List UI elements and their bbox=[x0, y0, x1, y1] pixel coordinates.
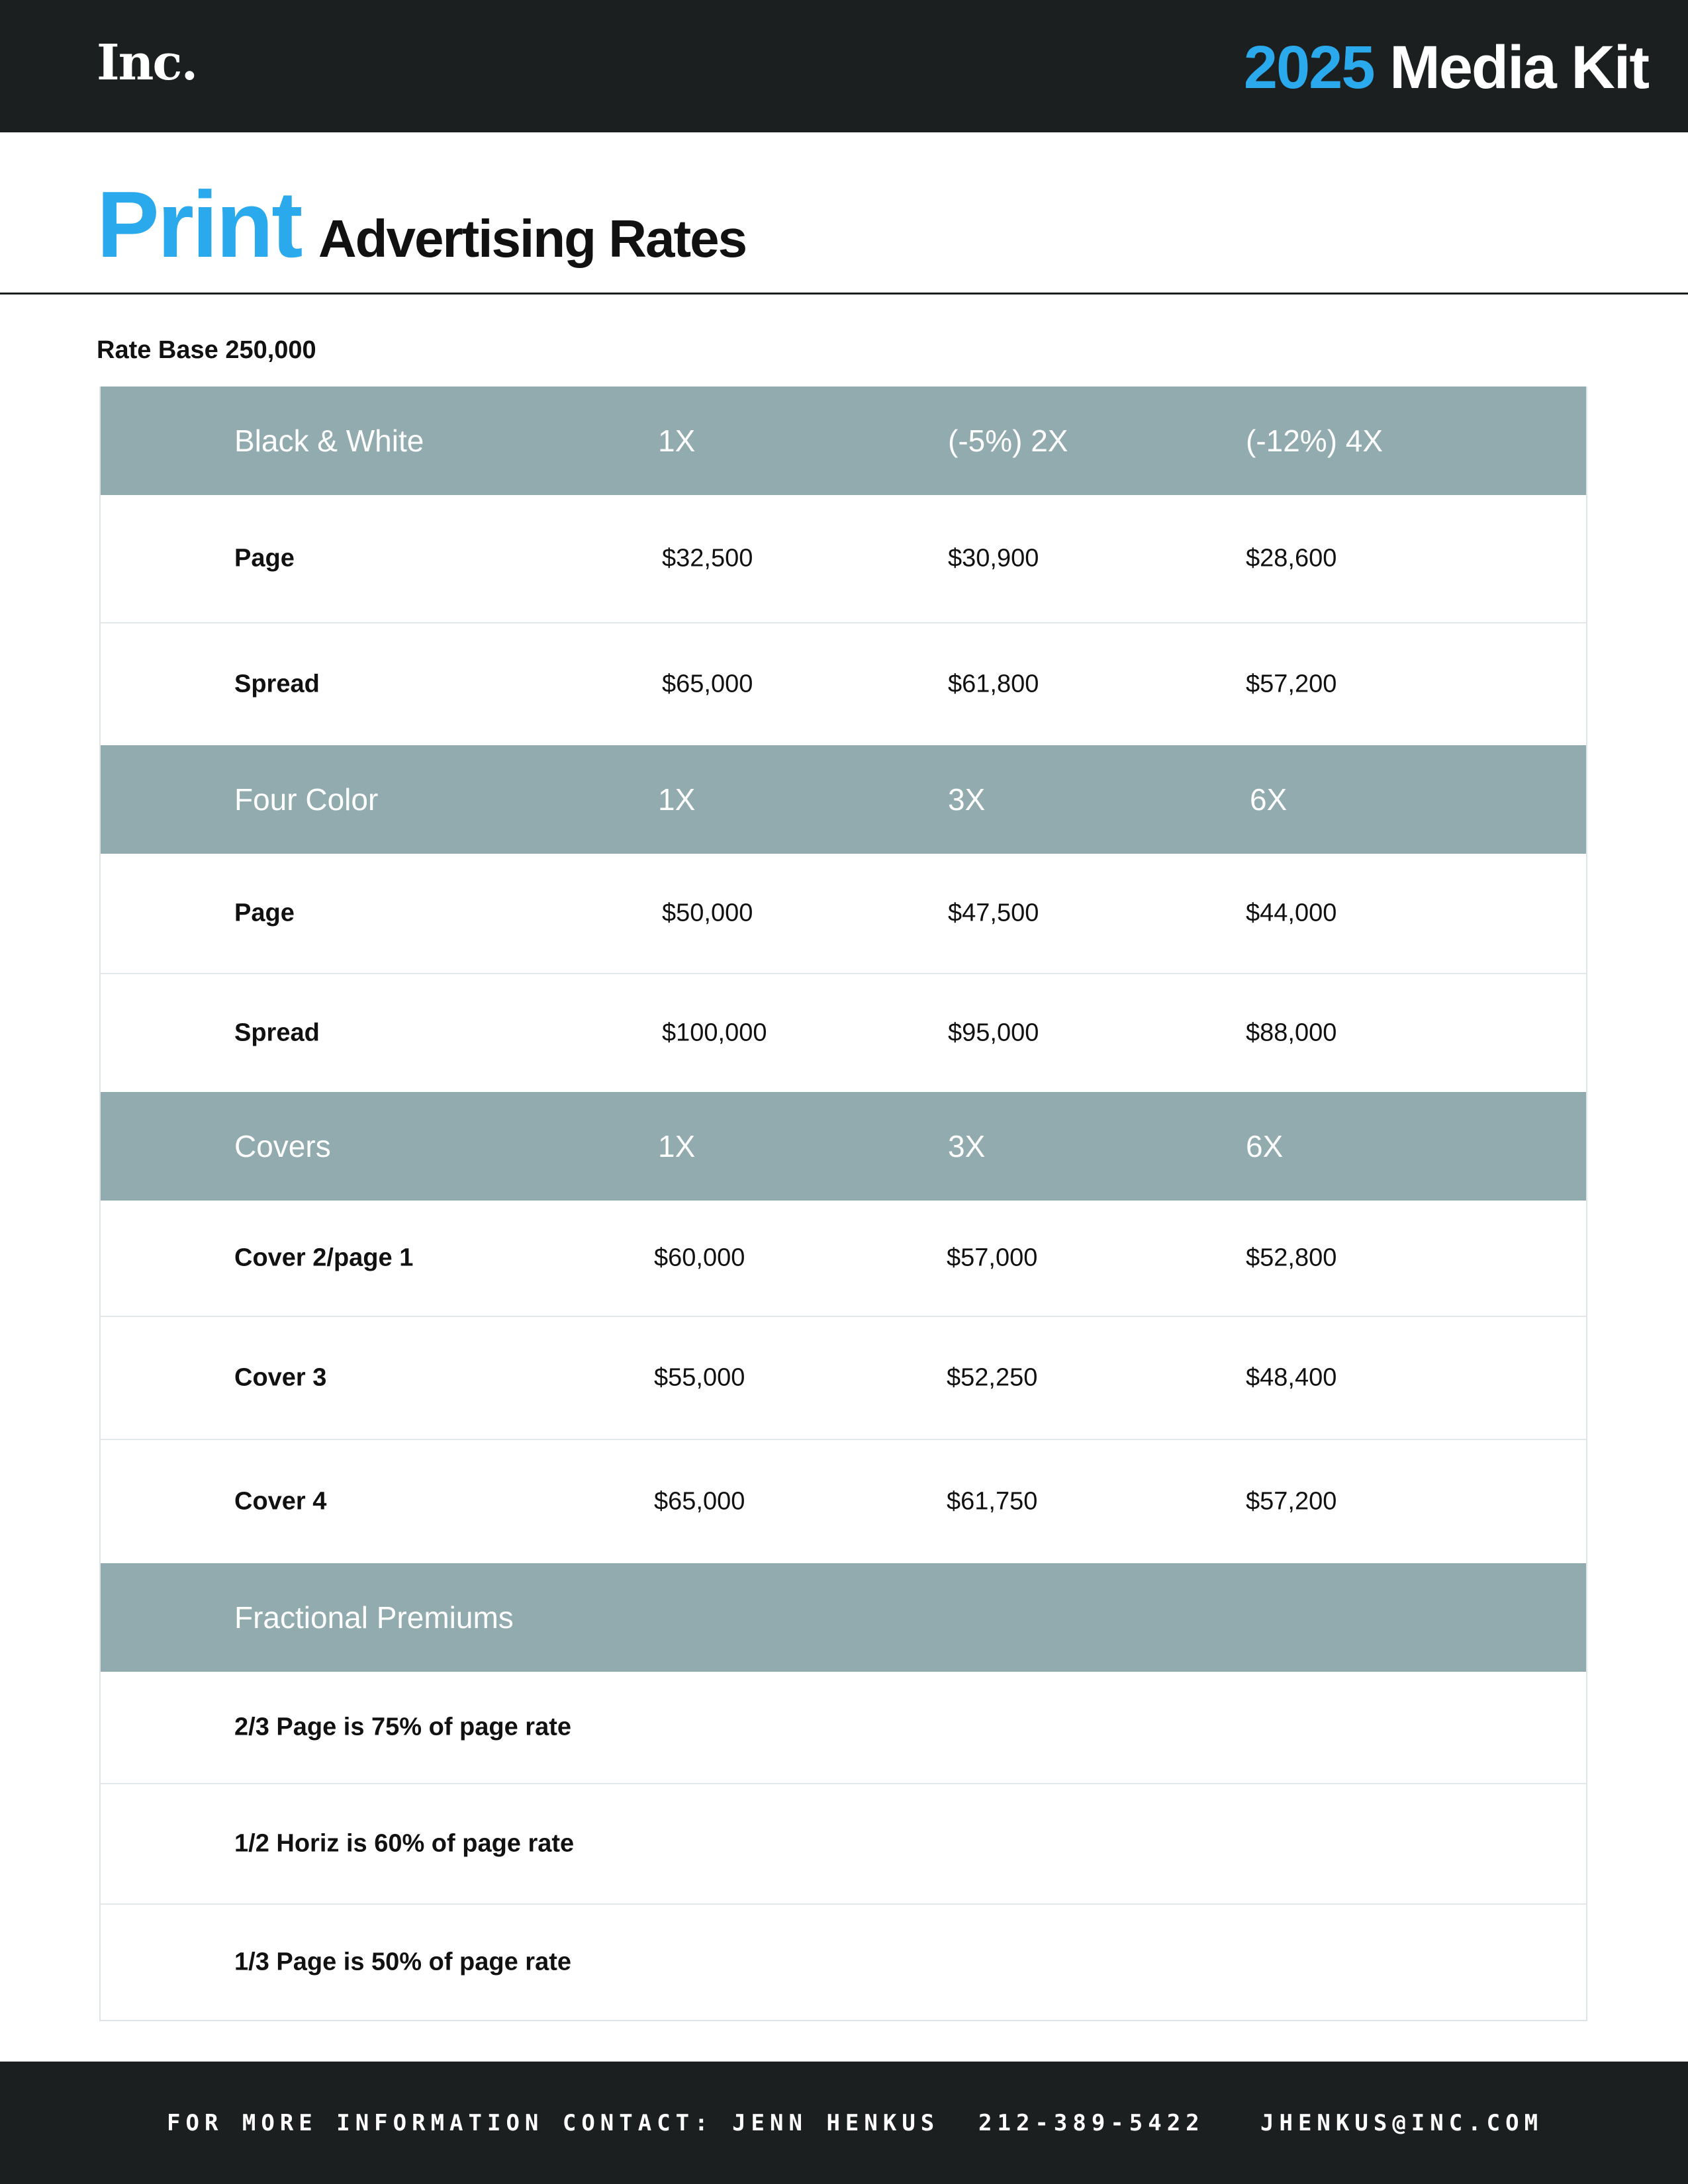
section-title: Fractional Premiums bbox=[234, 1600, 514, 1635]
footer-bar bbox=[0, 2062, 1688, 2184]
footer-email: JHENKUS@INC.COM bbox=[1260, 2109, 1544, 2136]
rate-cell: $28,600 bbox=[1246, 544, 1337, 572]
premium-note: 1/2 Horiz is 60% of page rate bbox=[234, 1829, 575, 1858]
frequency-col-3: 6X bbox=[1246, 1129, 1284, 1163]
page-title-rest: Advertising Rates bbox=[318, 209, 747, 268]
table-row bbox=[101, 974, 1586, 1092]
rate-cell: $65,000 bbox=[654, 1487, 745, 1516]
rate-cell: $44,000 bbox=[1246, 899, 1337, 927]
top-bar bbox=[0, 0, 1688, 132]
row-label: Page bbox=[234, 899, 295, 927]
table-row bbox=[101, 1201, 1586, 1317]
rate-cell: $47,500 bbox=[948, 899, 1039, 927]
row-label: Spread bbox=[234, 1019, 320, 1047]
row-label: Page bbox=[234, 544, 295, 572]
table-row bbox=[101, 1784, 1586, 1905]
rate-cell: $50,000 bbox=[662, 899, 753, 927]
rate-cell: $52,250 bbox=[947, 1363, 1038, 1392]
section-header-covers bbox=[101, 1092, 1586, 1201]
section-title: Four Color bbox=[234, 782, 379, 817]
table-row bbox=[101, 854, 1586, 974]
rate-cell: $30,900 bbox=[948, 544, 1039, 572]
media-kit-year: 2025 bbox=[1243, 34, 1374, 101]
rate-cell: $88,000 bbox=[1246, 1019, 1337, 1047]
rate-cell: $61,750 bbox=[947, 1487, 1038, 1516]
rate-cell: $65,000 bbox=[662, 670, 753, 698]
premium-note: 1/3 Page is 50% of page rate bbox=[234, 1948, 572, 1976]
section-header-black-white bbox=[101, 387, 1586, 495]
rate-cell: $60,000 bbox=[654, 1244, 745, 1272]
premium-note: 2/3 Page is 75% of page rate bbox=[234, 1713, 572, 1741]
media-kit-label: Media Kit bbox=[1389, 34, 1648, 101]
frequency-col-1: 1X bbox=[658, 424, 696, 458]
frequency-col-3: (-12%) 4X bbox=[1246, 424, 1383, 458]
rate-cell: $61,800 bbox=[948, 670, 1039, 698]
section-header-fractional-premiums bbox=[101, 1563, 1586, 1672]
frequency-col-1: 1X bbox=[658, 1129, 696, 1163]
table-row bbox=[101, 1905, 1586, 2020]
frequency-col-1: 1X bbox=[658, 782, 696, 817]
footer-phone: 212-389-5422 bbox=[978, 2109, 1205, 2136]
media-kit-title bbox=[1244, 33, 1648, 103]
rate-cell: $95,000 bbox=[948, 1019, 1039, 1047]
rate-base: Rate Base 250,000 bbox=[97, 336, 316, 364]
row-label: Cover 3 bbox=[234, 1363, 327, 1392]
rates-table bbox=[99, 387, 1587, 2021]
table-row bbox=[101, 1440, 1586, 1563]
rate-cell: $57,200 bbox=[1246, 670, 1337, 698]
rate-cell: $57,200 bbox=[1246, 1487, 1337, 1516]
footer-contact: FOR MORE INFORMATION CONTACT: JENN HENKUS bbox=[167, 2109, 940, 2136]
title-divider bbox=[0, 293, 1688, 295]
table-row bbox=[101, 623, 1586, 745]
table-row bbox=[101, 1317, 1586, 1440]
section-title: Black & White bbox=[234, 424, 424, 458]
page-title bbox=[97, 171, 746, 279]
table-row bbox=[101, 1672, 1586, 1784]
table-row bbox=[101, 495, 1586, 623]
rate-cell: $32,500 bbox=[662, 544, 753, 572]
inc-logo: Inc. bbox=[97, 34, 197, 91]
row-label: Cover 4 bbox=[234, 1487, 327, 1516]
rate-cell: $57,000 bbox=[947, 1244, 1038, 1272]
frequency-col-2: 3X bbox=[948, 1129, 986, 1163]
frequency-col-3: 6X bbox=[1250, 782, 1288, 817]
rate-cell: $52,800 bbox=[1246, 1244, 1337, 1272]
page-title-accent: Print bbox=[97, 172, 301, 277]
section-header-four-color bbox=[101, 745, 1586, 854]
row-label: Spread bbox=[234, 670, 320, 698]
rate-cell: $48,400 bbox=[1246, 1363, 1337, 1392]
rate-cell: $55,000 bbox=[654, 1363, 745, 1392]
frequency-col-2: 3X bbox=[948, 782, 986, 817]
row-label: Cover 2/page 1 bbox=[234, 1244, 414, 1272]
rate-cell: $100,000 bbox=[662, 1019, 767, 1047]
frequency-col-2: (-5%) 2X bbox=[948, 424, 1068, 458]
section-title: Covers bbox=[234, 1129, 331, 1163]
